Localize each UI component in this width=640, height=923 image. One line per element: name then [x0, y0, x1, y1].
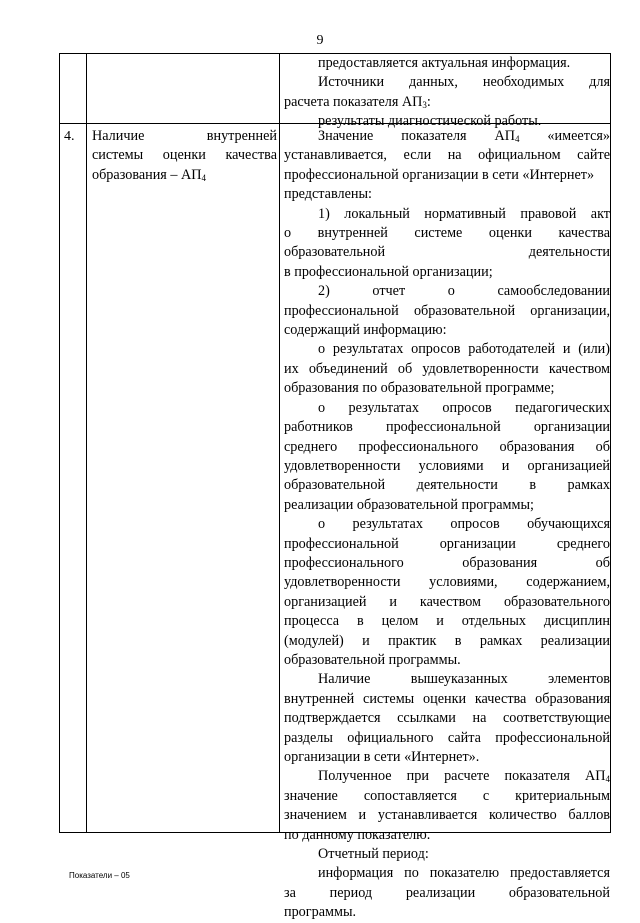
description-line: 2) отчет о самообследовании	[318, 283, 610, 300]
description-line: образования по образовательной программе;	[284, 380, 555, 397]
description-line: в профессиональной организации;	[284, 263, 493, 280]
continued-line-4: результаты диагностической работы.	[318, 113, 542, 130]
description-line: значением и устанавливается количество баллов	[284, 807, 610, 824]
page-number: 9	[316, 33, 324, 48]
description-line: профессиональной образовательной организации,	[284, 302, 610, 319]
description-line: за период реализации образовательной	[284, 884, 610, 901]
description-line: работников профессиональной организации	[284, 419, 610, 436]
description-line: среднего профессионального образования об	[284, 438, 610, 455]
description-line: о результатах опросов работодателей и (или)	[318, 341, 610, 358]
column-divider-2	[279, 54, 280, 832]
description-line: процесса в целом и отдельных дисциплин	[284, 613, 610, 630]
column-divider-1	[86, 54, 87, 832]
indicator-name-line-2: системы оценки качества	[92, 147, 277, 164]
description-line: организацией и качеством образовательного	[284, 593, 610, 610]
indicator-description	[284, 127, 610, 923]
description-line: Отчетный период:	[318, 846, 429, 863]
description-line: реализации образовательной программы;	[284, 496, 534, 513]
description-line: по данному показателю.	[284, 826, 431, 843]
continued-line-3: расчета показателя $АП_3$:	[284, 93, 431, 110]
description-line: профессиональной организации в сети «Интернет»	[284, 166, 595, 183]
description-line: образовательной программы.	[284, 651, 461, 668]
description-line: о результатах опросов педагогических	[318, 399, 610, 416]
description-line: организации в сети «Интернет».	[284, 749, 480, 765]
description-line: профессионального образования об	[284, 554, 610, 571]
description-line: значение сопоставляется с критериальным	[284, 787, 610, 804]
indicator-name	[92, 127, 277, 185]
description-line: их объединений об удовлетворенности качеством	[284, 360, 610, 377]
description-line: (модулей) и практик в рамках реализации	[284, 632, 610, 649]
description-line: устанавливается, если на официальном сайте	[284, 147, 610, 164]
description-line: образовательной деятельности в рамках	[284, 477, 610, 494]
continued-row-content	[284, 54, 610, 132]
description-line: о результатах опросов обучающихся	[318, 516, 610, 533]
description-line: образовательной деятельности	[284, 244, 610, 261]
description-line: разделы официального сайта профессиональной	[284, 729, 610, 746]
indicator-name-line-3: образования – $АП_4$	[92, 166, 207, 183]
continued-line-2: Источники данных, необходимых для	[318, 74, 610, 91]
description-line: Значение показателя $АП_4$ «имеется»	[318, 128, 610, 144]
description-line: Полученное при расчете показателя $АП_4$	[318, 768, 610, 785]
description-line: профессиональной организации среднего	[284, 535, 610, 552]
indicator-name-line-1: Наличие внутренней	[92, 128, 277, 144]
description-line: удовлетворенности условиями, содержанием,	[284, 574, 610, 591]
description-line: подтверждается ссылками на соответствующие	[284, 710, 610, 727]
description-line: программы.	[284, 904, 357, 921]
row-number: 4.	[64, 129, 75, 144]
description-line: содержащий информацию:	[284, 322, 447, 339]
description-line: внутренней системы оценки качества образования	[284, 690, 610, 707]
description-line: о внутренней системе оценки качества	[284, 225, 610, 242]
description-line: представлены:	[284, 186, 372, 203]
description-line: 1) локальный нормативный правовой акт	[318, 205, 610, 222]
description-line: информация по показателю предоставляется	[318, 865, 610, 882]
description-line: Наличие вышеуказанных элементов	[318, 671, 610, 688]
description-line: удовлетворенности условиями и организацией	[284, 457, 610, 474]
footer-label: Показатели – 05	[69, 871, 130, 880]
continued-line-1: предоставляется актуальная информация.	[318, 55, 571, 71]
